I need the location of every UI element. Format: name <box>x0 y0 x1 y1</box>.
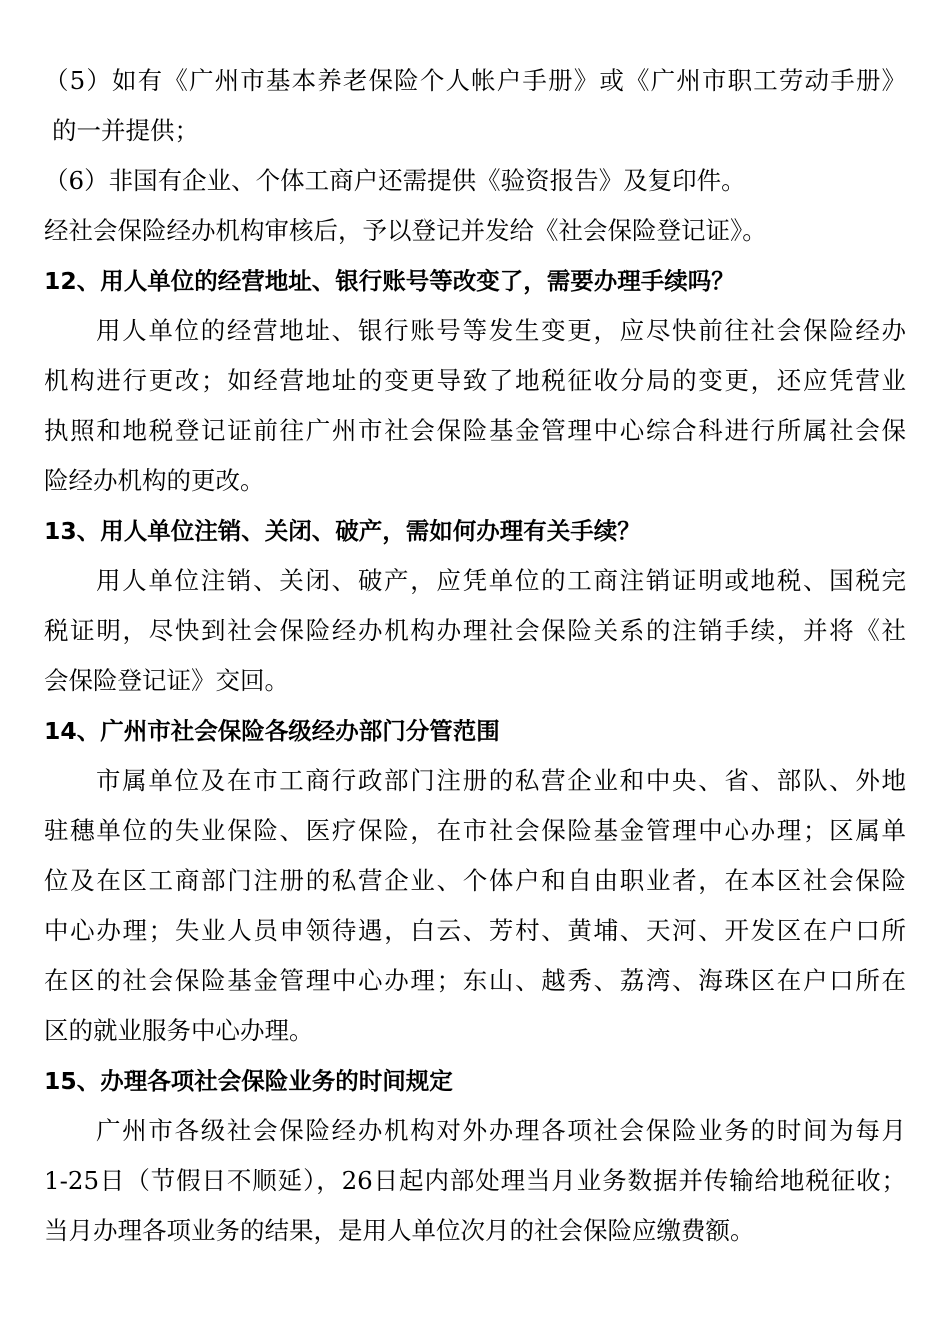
paragraph-14-line-3: 位及在区工商部门注册的私营企业、个体户和自由职业者，在本区社会保险 <box>44 866 906 895</box>
paragraph-13-line-3: 会保险登记证》交回。 <box>44 666 289 695</box>
paragraph-12-line-2: 机构进行更改；如经营地址的变更导致了地税征收分局的变更，还应凭营业 <box>44 366 906 395</box>
paragraph-15-line-3: 当月办理各项业务的结果，是用人单位次月的社会保险应缴费额。 <box>44 1216 755 1245</box>
section-heading-14: 14、广州市社会保险各级经办部门分管范围 <box>44 717 500 745</box>
paragraph-14-line-1: 市属单位及在市工商行政部门注册的私营企业和中央、省、部队、外地 <box>96 766 906 795</box>
paragraph-12-line-4: 险经办机构的更改。 <box>44 466 265 495</box>
section-heading-13: 13、用人单位注销、关闭、破产，需如何办理有关手续？ <box>44 517 641 545</box>
paragraph-12-line-3: 执照和地税登记证前往广州市社会保险基金管理中心综合科进行所属社会保 <box>44 416 906 445</box>
paragraph-15-line-1: 广州市各级社会保险经办机构对外办理各项社会保险业务的时间为每月 <box>96 1116 906 1145</box>
paragraph-14-line-2: 驻穗单位的失业保险、医疗保险，在市社会保险基金管理中心办理；区属单 <box>44 816 906 845</box>
paragraph-12-line-1: 用人单位的经营地址、银行账号等发生变更，应尽快前往社会保险经办 <box>96 316 906 345</box>
paragraph-14-line-4: 中心办理；失业人员申领待遇，白云、芳村、黄埔、天河、开发区在户口所 <box>44 916 906 945</box>
paragraph-13-line-1: 用人单位注销、关闭、破产，应凭单位的工商注销证明或地税、国税完 <box>96 566 906 595</box>
list-item-6: （6）非国有企业、个体工商户还需提供《验资报告》及复印件。 <box>44 166 746 195</box>
paragraph-15-line-2: 1-25日（节假日不顺延），26日起内部处理当月业务数据并传输给地税征收； <box>44 1166 906 1195</box>
section-heading-15: 15、办理各项社会保险业务的时间规定 <box>44 1067 453 1095</box>
list-item-5-line-1: （5）如有《广州市基本养老保险个人帐户手册》或《广州市职工劳动手册》 <box>44 66 906 95</box>
section-heading-12: 12、用人单位的经营地址、银行账号等改变了，需要办理手续吗？ <box>44 267 735 295</box>
paragraph-14-line-5: 在区的社会保险基金管理中心办理；东山、越秀、荔湾、海珠区在户口所在 <box>44 966 906 995</box>
paragraph-13-line-2: 税证明，尽快到社会保险经办机构办理社会保险关系的注销手续，并将《社 <box>44 616 906 645</box>
paragraph-14-line-6: 区的就业服务中心办理。 <box>44 1016 314 1045</box>
list-item-5-line-2: 的一并提供； <box>52 116 199 145</box>
registration-note: 经社会保险经办机构审核后，予以登记并发给《社会保险登记证》。 <box>44 216 767 245</box>
